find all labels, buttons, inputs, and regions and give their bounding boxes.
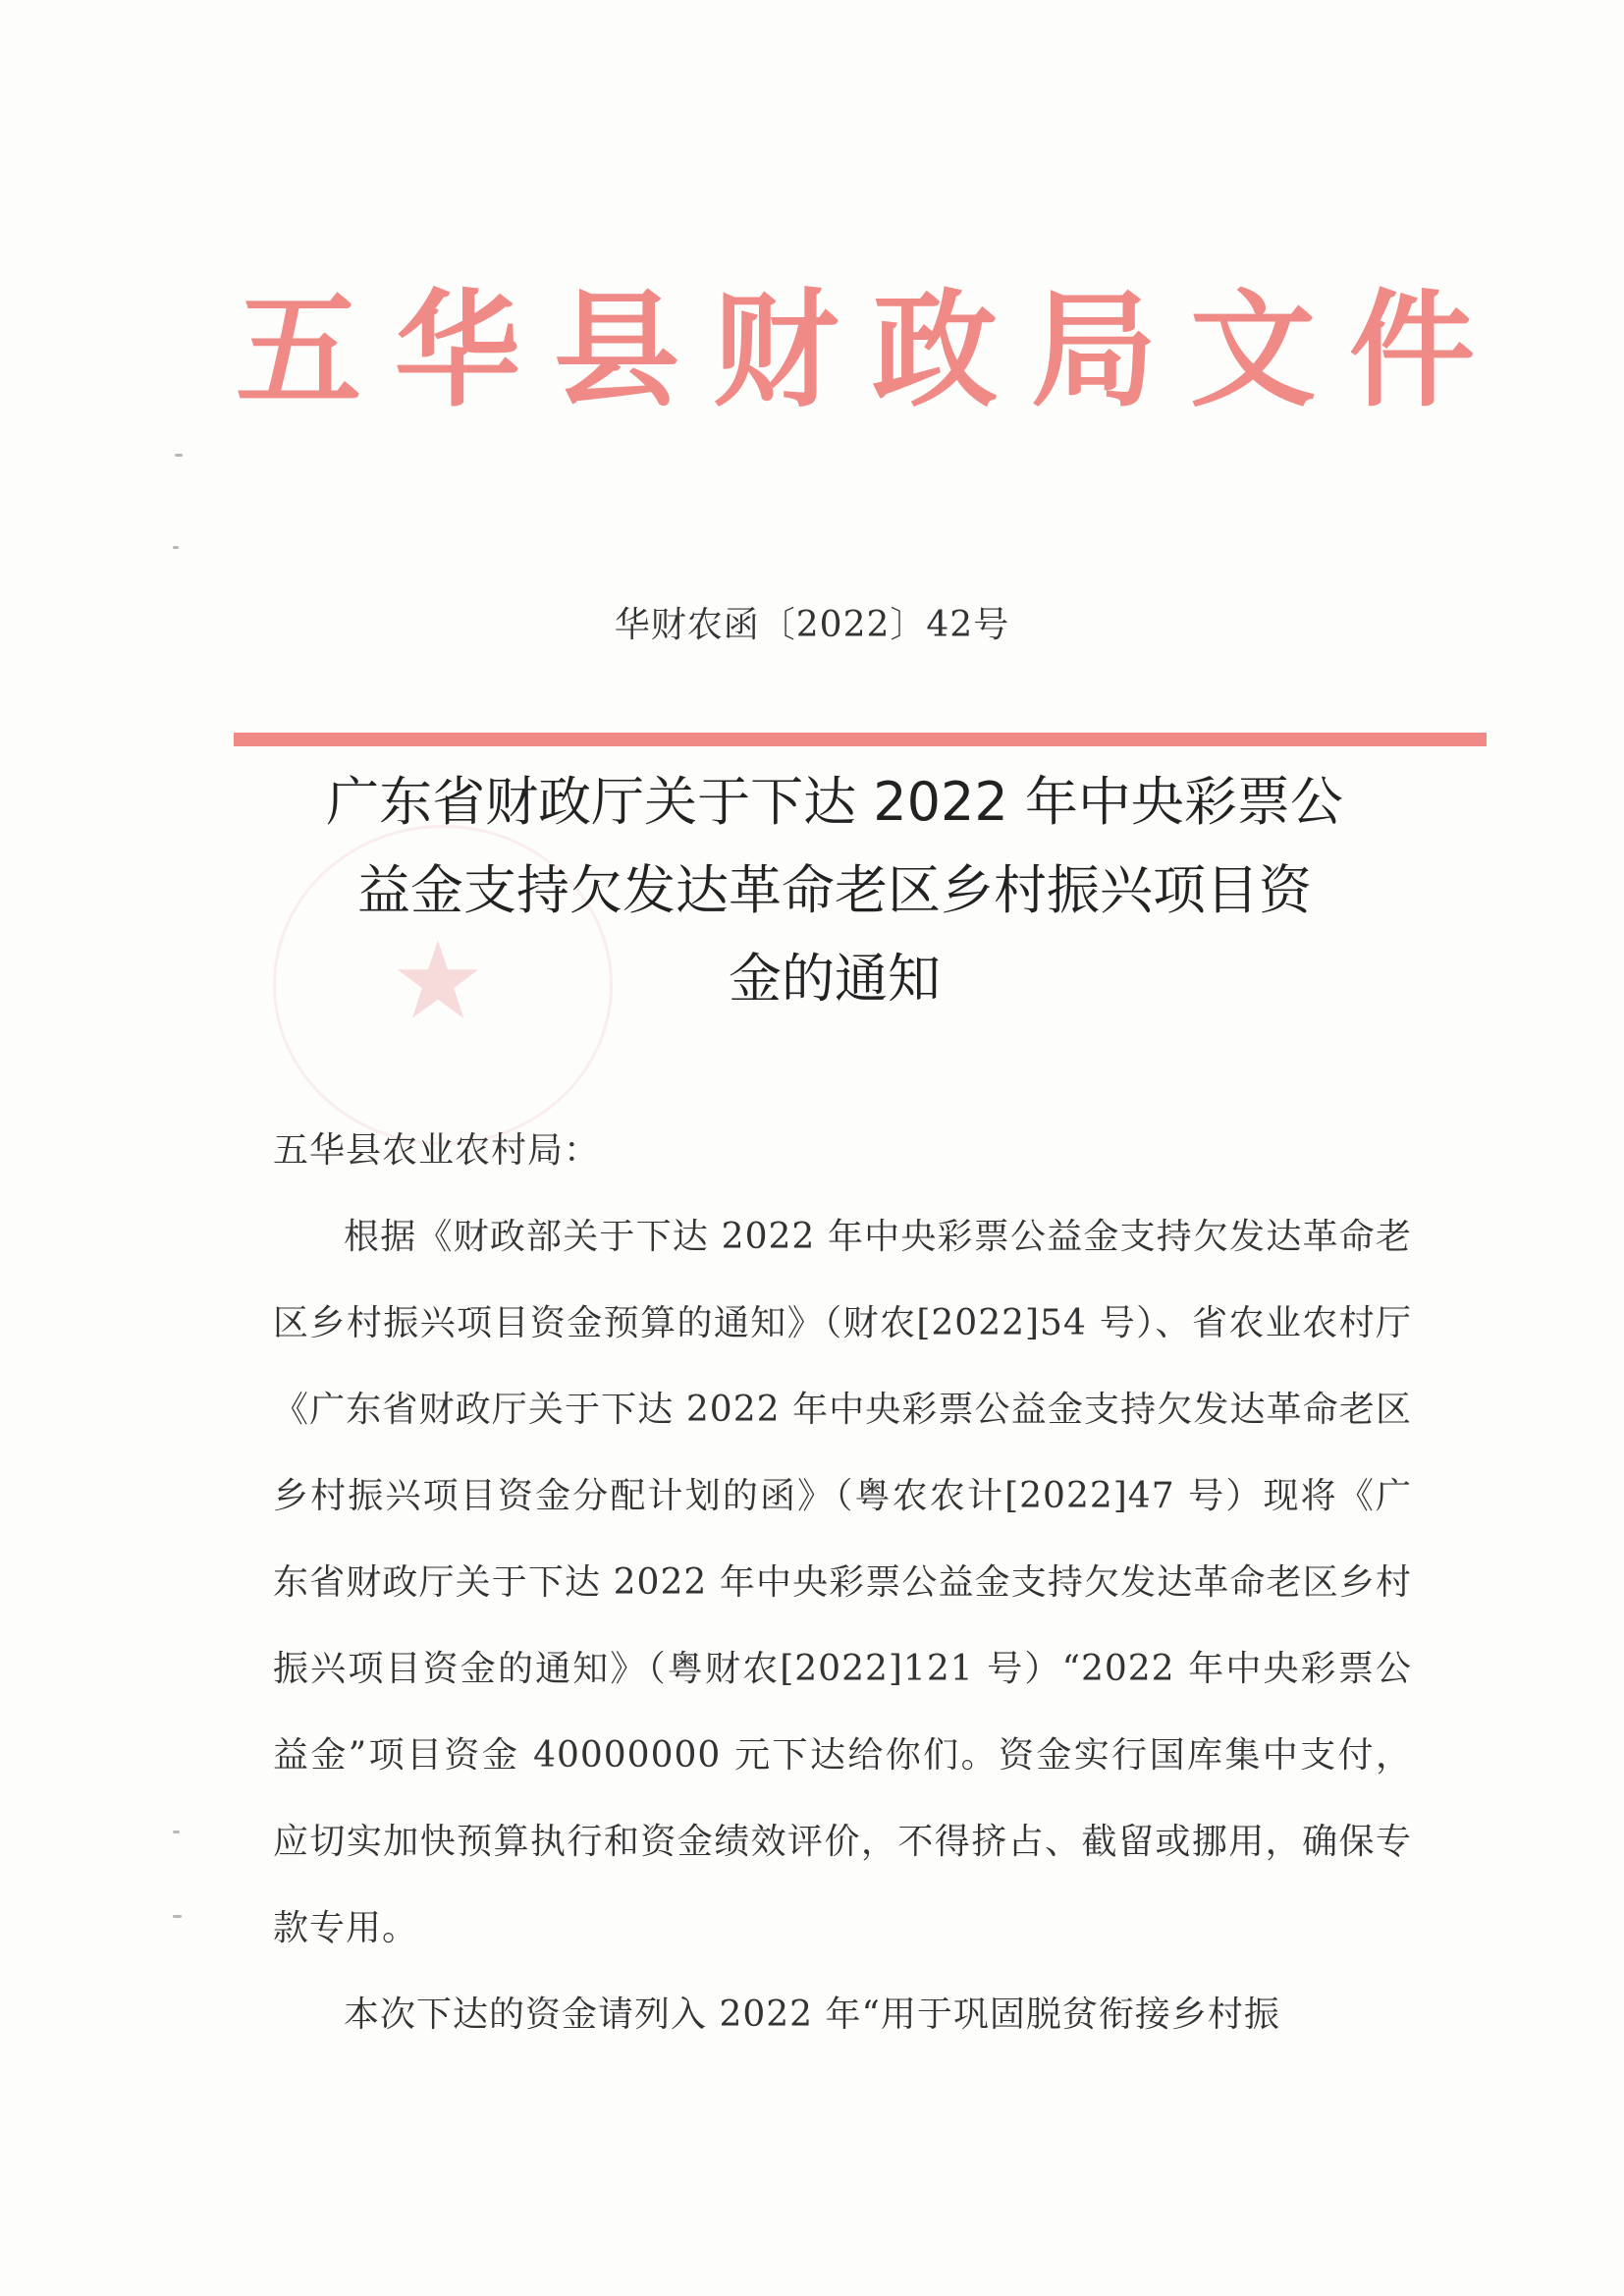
document-body: [273, 1108, 1412, 2058]
masthead-title: 五华县财政局文件: [236, 277, 1492, 424]
title-line: 金的通知: [729, 948, 941, 1010]
scan-speck: [173, 1831, 180, 1833]
document-title: [255, 758, 1414, 1023]
body-paragraph: 本次下达的资金请列入 2022 年“用于巩固脱贫衔接乡村振: [344, 1995, 1280, 2035]
title-line: 益金支持欠发达革命老区乡村振兴项目资: [357, 859, 1312, 921]
red-divider-line: [234, 733, 1487, 746]
title-line: 广东省财政厅关于下达 2022 年中央彩票公: [326, 771, 1343, 833]
salutation: 五华县农业农村局：: [273, 1130, 601, 1171]
document-number: 华财农函〔2022〕42号: [614, 605, 1010, 645]
body-paragraph: 根据《财政部关于下达 2022 年中央彩票公益金支持欠发达革命老区乡村振兴项目资金预算的通知》（财农[2022]54 号）、省农业农村厅《广东省财政厅关于下达 2022 年中央彩票公益金支持欠发达革命老区乡村振兴项目资金分配计划的函》（粤农农计[2022]47 号）现将《广东省财政厅关于下达 2022 年中央彩票公益金支持欠发达革命老区乡村振兴项目资金的通知》（粤财农[2022]121 号）“2022 年中央彩票公益金”项目资金 40000000 元下达给你们。资金实行国库集中支付，应切实加快预算执行和资金绩效评价，不得挤占、截留或挪用，确保专款专用。: [273, 1217, 1412, 1948]
scan-speck: [175, 454, 183, 457]
scan-speck: [173, 546, 179, 549]
scan-speck: [173, 1915, 182, 1918]
